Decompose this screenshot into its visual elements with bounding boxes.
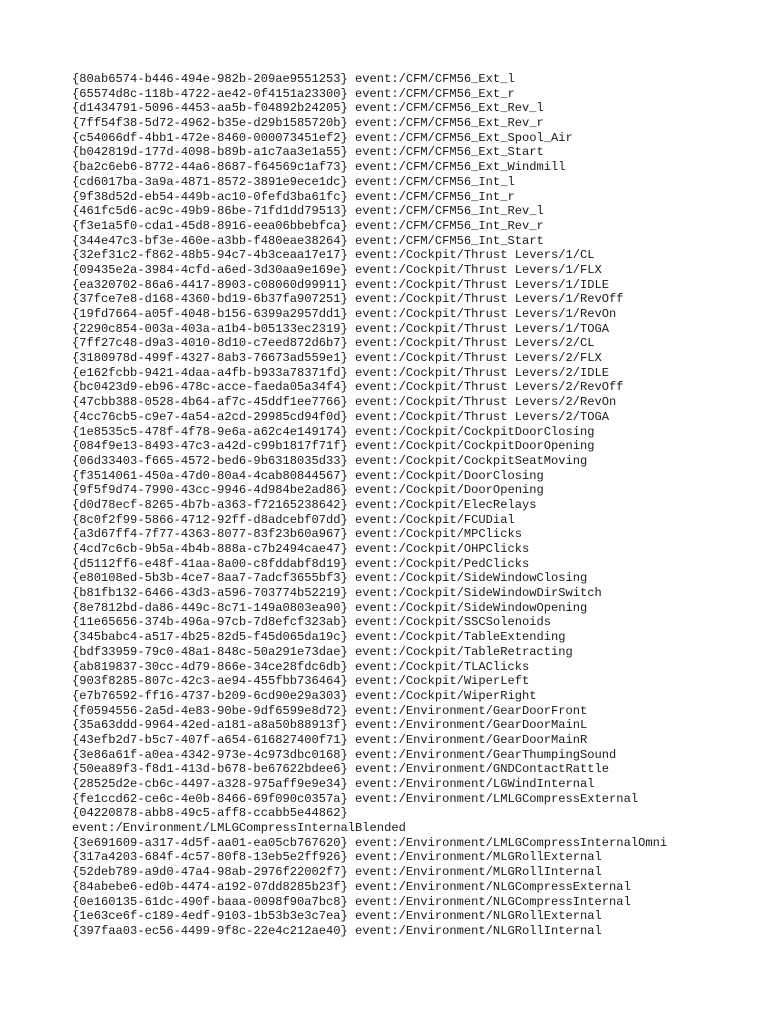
text-line: {ea320702-86a6-4417-8903-c08060d99911} event:/Cockpit/Thrust Levers/1/IDLE [72, 277, 610, 292]
document-text [72, 72, 712, 939]
text-line: {1e8535c5-478f-4f78-9e6a-a62c4e149174} event:/Cockpit/CockpitDoorClosing [72, 424, 595, 439]
text-line: {461fc5d6-ac9c-49b9-86be-71fd1dd79513} event:/CFM/CFM56_Int_Rev_l [72, 204, 544, 219]
text-line: {80ab6574-b446-494e-982b-209ae9551253} event:/CFM/CFM56_Ext_l [72, 72, 515, 86]
text-line: {397faa03-ec56-4499-9f8c-22e4c212ae40} event:/Environment/NLGRollInternal [72, 923, 602, 938]
text-line: {04220878-abb8-49c5-aff8-ccabb5e44862} [72, 806, 348, 821]
text-line: {fe1ccd62-ce6c-4e0b-8466-69f090c0357a} event:/Environment/LMLGCompressExternal [72, 791, 639, 806]
text-line: {d5112ff6-e48f-41aa-8a00-c8fddabf8d19} event:/Cockpit/PedClicks [72, 556, 530, 571]
text-line: {4cc76cb5-c9e7-4a54-a2cd-29985cd94f0d} event:/Cockpit/Thrust Levers/2/TOGA [72, 409, 610, 424]
text-line: {7ff54f38-5d72-4962-b35e-d29b1585720b} event:/CFM/CFM56_Ext_Rev_r [72, 116, 544, 131]
text-line: {cd6017ba-3a9a-4871-8572-3891e9ece1dc} event:/CFM/CFM56_Int_l [72, 174, 515, 189]
text-line: {b81fb132-6466-43d3-a596-703774b52219} event:/Cockpit/SideWindowDirSwitch [72, 586, 602, 601]
text-line: {09435e2a-3984-4cfd-a6ed-3d30aa9e169e} event:/Cockpit/Thrust Levers/1/FLX [72, 262, 602, 277]
text-line: {8e7812bd-da86-449c-8c71-149a0803ea90} event:/Cockpit/SideWindowOpening [72, 600, 588, 615]
text-line: {a3d67ff4-7f77-4363-8077-83f23b60a967} event:/Cockpit/MPClicks [72, 527, 522, 542]
text-line: {3e86a61f-a0ea-4342-973e-4c973dbc0168} event:/Environment/GearThumpingSound [72, 747, 617, 762]
text-line: {9f5f9d74-7990-43cc-9946-4d984be2ad86} event:/Cockpit/DoorOpening [72, 483, 544, 498]
text-line: {65574d8c-118b-4722-ae42-0f4151a23300} event:/CFM/CFM56_Ext_r [72, 86, 515, 101]
text-line: event:/Environment/LMLGCompressInternalBlended [72, 821, 406, 836]
text-line: {ba2c6eb6-8772-44a6-8687-f64569c1af73} event:/CFM/CFM56_Ext_Windmill [72, 160, 566, 175]
text-line: {06d33403-f665-4572-bed6-9b6318035d33} event:/Cockpit/CockpitSeatMoving [72, 453, 588, 468]
text-line: {50ea89f3-f8d1-413d-b678-be67622bdee6} event:/Environment/GNDContactRattle [72, 762, 610, 777]
text-line: {c54066df-4bb1-472e-8460-000073451ef2} event:/CFM/CFM56_Ext_Spool_Air [72, 130, 573, 145]
text-line: {345babc4-a517-4b25-82d5-f45d065da19c} event:/Cockpit/TableExtending [72, 630, 566, 645]
text-line: {35a63ddd-9964-42ed-a181-a8a50b88913f} event:/Environment/GearDoorMainL [72, 718, 588, 733]
text-line: {28525d2e-cb6c-4497-a328-975aff9e9e34} event:/Environment/LGWindInternal [72, 777, 595, 791]
text-line: {f3e1a5f0-cda1-45d8-8916-eea06bbebfca} event:/CFM/CFM56_Int_Rev_r [72, 218, 544, 233]
text-line: {2290c854-003a-403a-a1b4-b05133ec2319} event:/Cockpit/Thrust Levers/1/TOGA [72, 321, 610, 336]
text-line: {52deb789-a9d0-47a4-98ab-2976f22002f7} event:/Environment/MLGRollInternal [72, 865, 602, 880]
text-line: {9f38d52d-eb54-449b-ac10-0fefd3ba61fc} event:/CFM/CFM56_Int_r [72, 189, 515, 204]
text-line: {84abebe6-ed0b-4474-a192-07dd8285b23f} event:/Environment/NLGCompressExternal [72, 879, 631, 894]
text-line: {d1434791-5096-4453-aa5b-f04892b24205} event:/CFM/CFM56_Ext_Rev_l [72, 101, 544, 116]
text-line: {ab819837-30cc-4d79-866e-34ce28fdc6db} event:/Cockpit/TLAClicks [72, 659, 530, 674]
text-line: {43efb2d7-b5c7-407f-a654-616827400f71} event:/Environment/GearDoorMainR [72, 732, 588, 747]
text-line: {e162fcbb-9421-4daa-a4fb-b933a78371fd} event:/Cockpit/Thrust Levers/2/IDLE [72, 365, 610, 380]
text-line: {bc0423d9-eb96-478c-acce-faeda05a34f4} event:/Cockpit/Thrust Levers/2/RevOff [72, 380, 624, 395]
text-line: {bdf33959-79c0-48a1-848c-50a291e73dae} event:/Cockpit/TableRetracting [72, 644, 573, 659]
text-line: {f0594556-2a5d-4e83-90be-9df6599e8d72} event:/Environment/GearDoorFront [72, 703, 588, 718]
text-line: {f3514061-450a-47d0-80a4-4cab80844567} event:/Cockpit/DoorClosing [72, 468, 544, 483]
text-line: {3180978d-499f-4327-8ab3-76673ad559e1} event:/Cockpit/Thrust Levers/2/FLX [72, 351, 602, 366]
text-line: {d0d78ecf-8265-4b7b-a363-f72165238642} event:/Cockpit/ElecRelays [72, 497, 537, 512]
text-line: {084f9e13-8493-47c3-a42d-c99b1817f71f} event:/Cockpit/CockpitDoorOpening [72, 439, 595, 454]
text-line: {e80108ed-5b3b-4ce7-8aa7-7adcf3655bf3} event:/Cockpit/SideWindowClosing [72, 571, 588, 586]
text-line: {8c0f2f99-5866-4712-92ff-d8adcebf07dd} event:/Cockpit/FCUDial [72, 512, 515, 527]
text-line: {e7b76592-ff16-4737-b209-6cd90e29a303} event:/Cockpit/WiperRight [72, 688, 537, 703]
text-line: {0e160135-61dc-490f-baaa-0098f90a7bc8} event:/Environment/NLGCompressInternal [72, 894, 631, 909]
text-line: {344e47c3-bf3e-460e-a3bb-f480eae38264} event:/CFM/CFM56_Int_Start [72, 233, 544, 248]
text-line: {903f8285-807c-42c3-ae94-455fbb736464} event:/Cockpit/WiperLeft [72, 674, 530, 689]
text-line: {7ff27c48-d9a3-4010-8d10-c7eed872d6b7} event:/Cockpit/Thrust Levers/2/CL [72, 336, 595, 351]
text-line: {37fce7e8-d168-4360-bd19-6b37fa907251} event:/Cockpit/Thrust Levers/1/RevOff [72, 292, 624, 307]
text-line: {47cbb388-0528-4b64-af7c-45ddf1ee7766} event:/Cockpit/Thrust Levers/2/RevOn [72, 395, 617, 410]
text-line: {b042819d-177d-4098-b89b-a1c7aa3e1a55} event:/CFM/CFM56_Ext_Start [72, 145, 544, 160]
text-line: {11e65656-374b-496a-97cb-7d8efcf323ab} event:/Cockpit/SSCSolenoids [72, 615, 551, 630]
text-line: {1e63ce6f-c189-4edf-9103-1b53b3e3c7ea} event:/Environment/NLGRollExternal [72, 909, 602, 924]
text-line: {317a4203-684f-4c57-80f8-13eb5e2ff926} event:/Environment/MLGRollExternal [72, 850, 602, 865]
text-line: {4cd7c6cb-9b5a-4b4b-888a-c7b2494cae47} event:/Cockpit/OHPClicks [72, 542, 530, 556]
text-line: {3e691609-a317-4d5f-aa01-ea05cb767620} event:/Environment/LMLGCompressInternalOmni [72, 835, 668, 850]
text-line: {32ef31c2-f862-48b5-94c7-4b3ceaa17e17} event:/Cockpit/Thrust Levers/1/CL [72, 248, 595, 263]
text-line: {19fd7664-a05f-4048-b156-6399a2957dd1} event:/Cockpit/Thrust Levers/1/RevOn [72, 307, 617, 321]
